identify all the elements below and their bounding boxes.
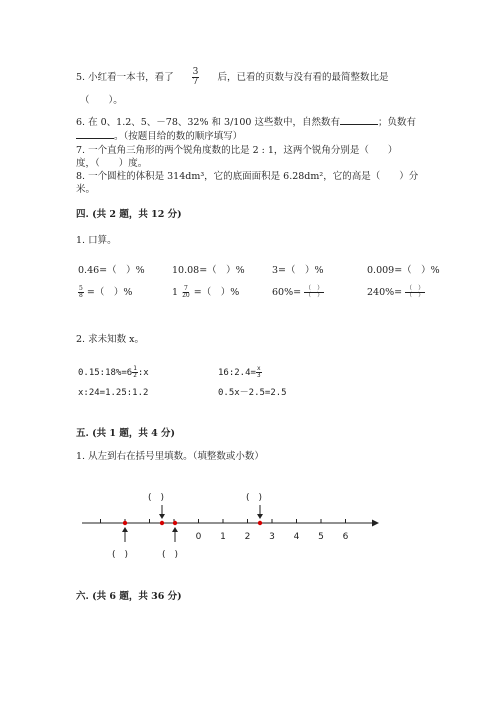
oral-item-3: 3=（ ）% [272,265,324,276]
oral5-num: 5 [79,285,83,292]
q5-frac-den: 7 [192,77,199,87]
bracket-above-d: ( ) [246,493,263,503]
number-line-arrowhead [372,520,379,527]
oral5-den: 8 [79,292,83,299]
eq1-num: 1 [133,365,137,372]
q6-text: 6. 在 0、1.2、5、－78、32% 和 3/100 这些数中，自然数有 [76,117,340,128]
eq2-den: 3 [256,372,261,379]
eq1-tail: :x [137,368,149,378]
tick-label: 2 [244,532,251,542]
number-line-ticks [101,519,346,523]
eq1-head: 0.15:18%=6 [78,368,133,378]
bracket-below-c: ( ) [162,550,179,560]
eq2-num: x [256,365,261,372]
q8-line2: 米。 [76,184,96,195]
oral8-num: （ ） [406,285,425,292]
point-b [160,521,164,525]
point-d [258,521,262,525]
oral7-head: 60%= [272,287,302,298]
oral8-den: （ ） [406,292,425,299]
oral8-head: 240%= [367,287,403,298]
tick-label: 3 [269,532,275,542]
eq1-den: 2 [133,372,137,379]
oral7-num: （ ） [305,285,324,292]
equation-3: x:24=1.25:1.2 [78,388,149,398]
eq2-head: 16:2.4= [218,368,256,378]
q5-line2: （ ）。 [80,95,123,106]
q6-text-end: 。（按题目给的数的顺序填写） [114,131,243,142]
q7-line2: 度，（ ）度。 [76,158,148,169]
oral6-whole: 1 [172,287,179,298]
section6-title: 六. (共 6 题，共 36 分) [76,591,182,602]
tick-label: 6 [342,532,349,542]
arrow-down-b-head [159,514,165,519]
arrow-up-c-head [172,527,178,532]
q6-text-negative: ；负数有 [377,117,416,128]
arrow-down-d-head [257,514,263,519]
oral6-num: 7 [183,285,188,292]
section4-q2-label: 2. 求未知数 x。 [76,334,144,345]
oral7-den: （ ） [305,292,324,299]
section4-title: 四. (共 2 题，共 12 分) [76,209,182,220]
section4-q1-label: 1. 口算。 [76,235,117,246]
arrow-up-a-head [122,527,128,532]
section5-title: 五. (共 1 题，共 4 分) [76,428,176,439]
point-c [173,521,177,525]
tick-label: 5 [318,532,324,542]
q5-text-suffix: 后，已看的页数与没有看的最简整数比是 [217,72,389,83]
section5-q1-label: 1. 从左到右在括号里填数。（填整数或小数） [76,451,264,462]
q5-text-prefix: 5. 小红看一本书，看了 [76,72,174,83]
tick-label: 4 [293,532,300,542]
oral6-den: 20 [182,292,190,299]
point-a [123,521,127,525]
bracket-below-a: ( ) [112,550,129,560]
tick-label: 1 [220,532,226,542]
equation-4: 0.5x－2.5=2.5 [218,388,287,398]
q8-line1: 8. 一个圆柱的体积是 314dm³，它的底面面积是 6.28dm²，它的高是（ ）分 [76,171,419,182]
oral-item-2: 10.08=（ ）% [172,265,245,276]
oral-item-1: 0.46=（ ）% [78,265,145,276]
oral-item-4: 0.009=（ ）% [367,265,440,276]
oral5-tail: =（ ）% [86,287,133,298]
oral6-tail: =（ ）% [193,287,240,298]
bracket-above-b: ( ) [148,493,165,503]
number-line-tick-labels [196,532,349,542]
q5-frac-num: 3 [192,67,199,77]
tick-label: 0 [195,532,202,542]
q7-line1: 7. 一个直角三角形的两个锐角度数的比是 2 : 1，这两个锐角分别是（ ） [76,145,398,156]
